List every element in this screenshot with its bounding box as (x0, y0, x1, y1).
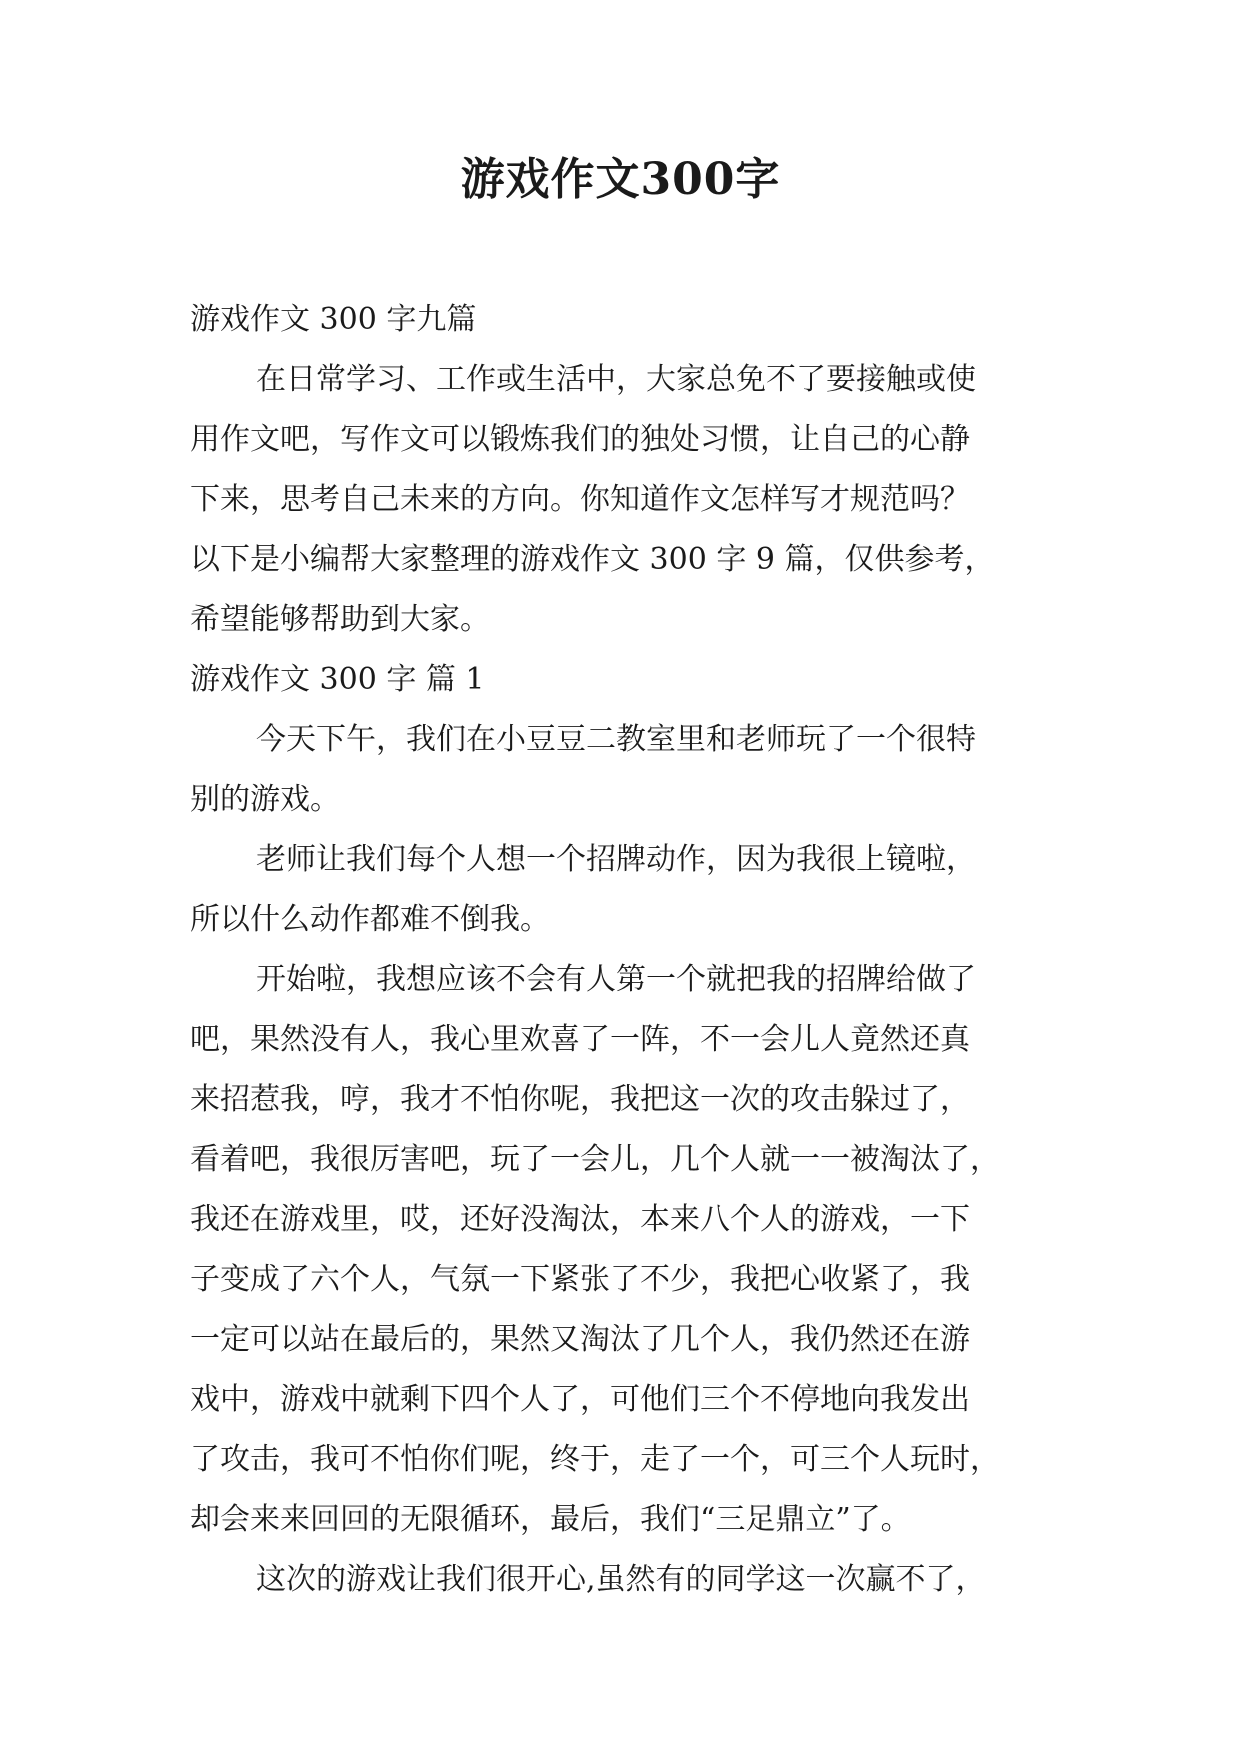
text-line: 用作文吧，写作文可以锻炼我们的独处习惯，让自己的心静 (190, 422, 970, 457)
text-line: 游戏作文 300 字九篇 (190, 302, 477, 337)
text-line: 一定可以站在最后的，果然又淘汰了几个人，我仍然还在游 (190, 1322, 970, 1357)
text-line: 老师让我们每个人想一个招牌动作，因为我很上镜啦， (256, 842, 976, 877)
text-line: 吧，果然没有人，我心里欢喜了一阵，不一会儿人竟然还真 (190, 1022, 970, 1057)
text-line: 开始啦，我想应该不会有人第一个就把我的招牌给做了 (256, 962, 976, 997)
text-line: 却会来来回回的无限循环，最后，我们“三足鼎立”了。 (190, 1502, 911, 1537)
text-line: 今天下午，我们在小豆豆二教室里和老师玩了一个很特 (256, 722, 976, 757)
text-line: 看着吧，我很厉害吧，玩了一会儿，几个人就一一被淘汰了， (190, 1142, 1000, 1177)
text-line: 了攻击，我可不怕你们呢，终于，走了一个，可三个人玩时， (190, 1442, 1000, 1477)
text-line: 希望能够帮助到大家。 (190, 602, 490, 637)
text-line: 所以什么动作都难不倒我。 (190, 902, 550, 937)
section-heading: 游戏作文 300 字 篇 1 (190, 662, 485, 697)
document-body (190, 290, 1060, 1610)
text-line: 子变成了六个人，气氛一下紧张了不少，我把心收紧了，我 (190, 1262, 970, 1297)
text-line: 戏中，游戏中就剩下四个人了，可他们三个不停地向我发出 (190, 1382, 970, 1417)
document-title: 游戏作文300字 (460, 154, 781, 205)
text-line: 以下是小编帮大家整理的游戏作文 300 字 9 篇，仅供参考， (190, 542, 995, 577)
text-line: 下来，思考自己未来的方向。你知道作文怎样写才规范吗？ (190, 482, 970, 517)
text-line: 这次的游戏让我们很开心,虽然有的同学这一次赢不了， (256, 1562, 986, 1597)
text-line: 来招惹我，哼，我才不怕你呢，我把这一次的攻击躲过了， (190, 1082, 970, 1117)
text-line: 别的游戏。 (190, 782, 340, 817)
text-line: 我还在游戏里，哎，还好没淘汰，本来八个人的游戏，一下 (190, 1202, 970, 1237)
text-line: 在日常学习、工作或生活中，大家总免不了要接触或使 (256, 362, 976, 397)
